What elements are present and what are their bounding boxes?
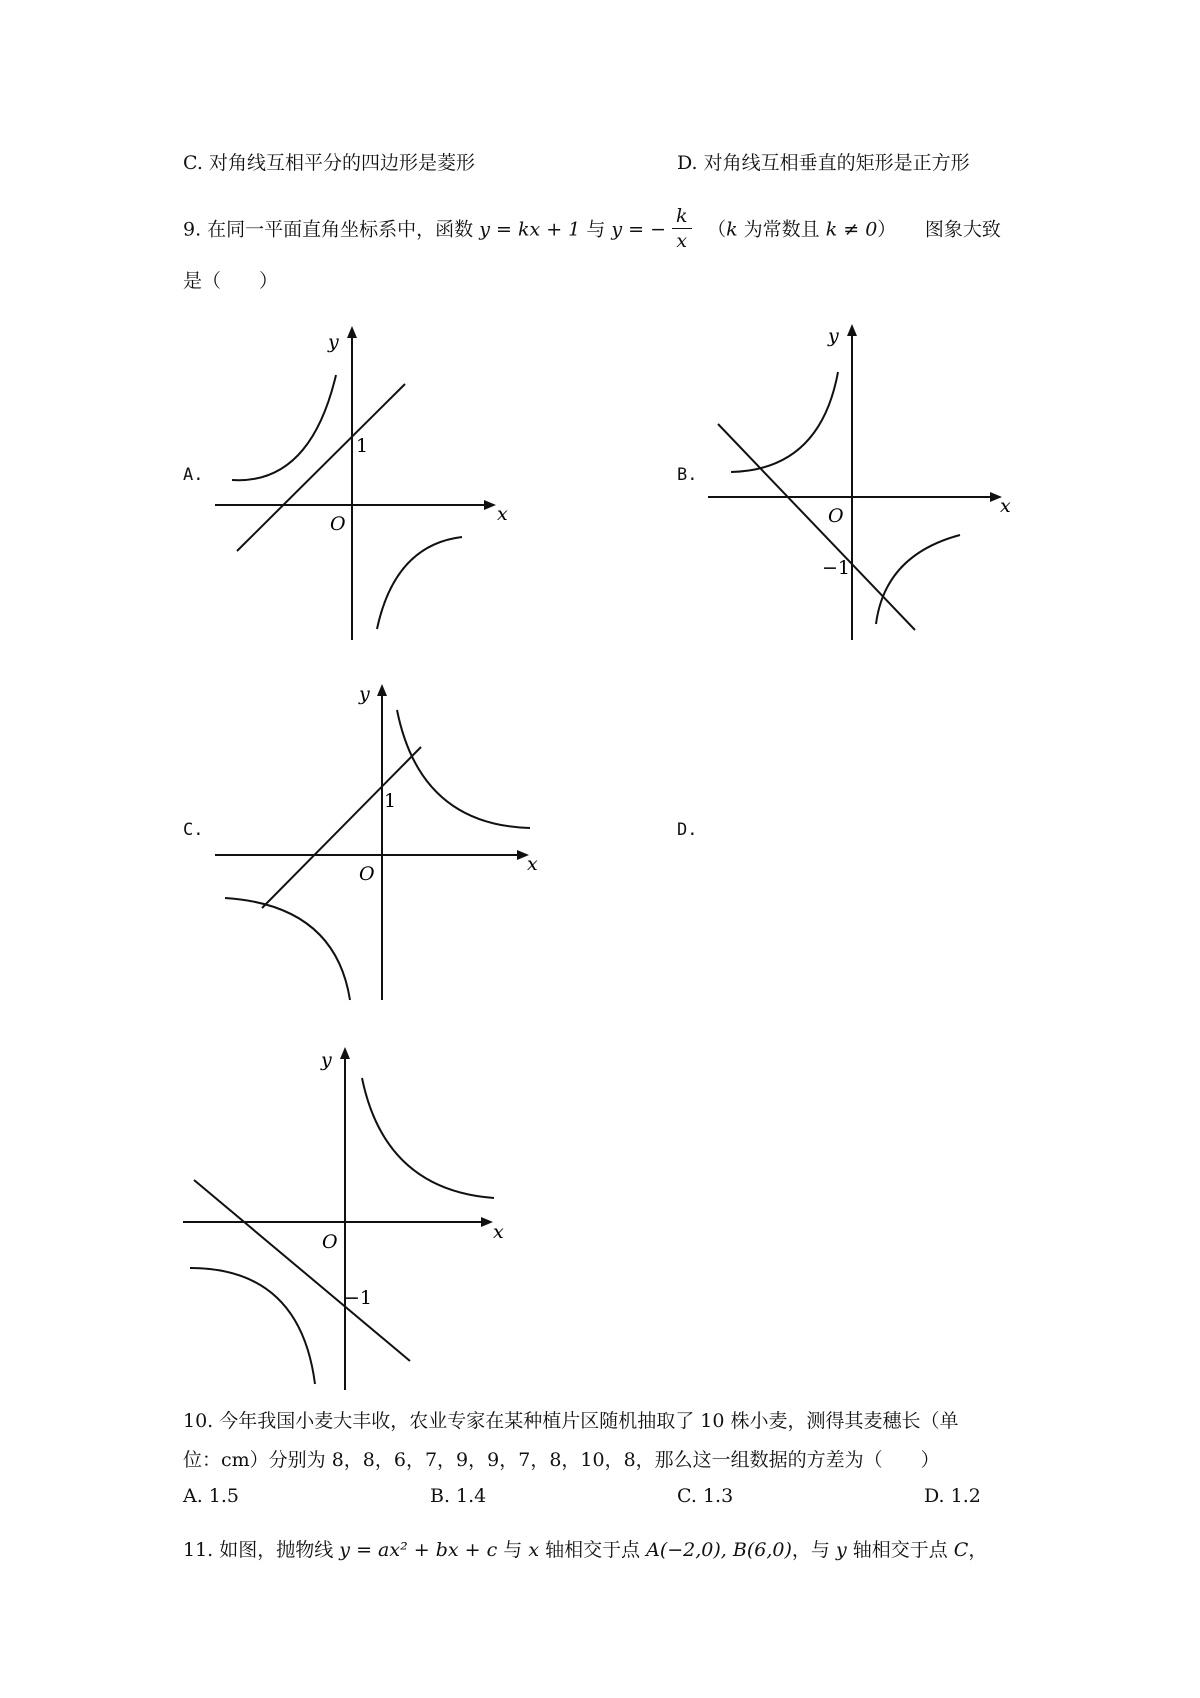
- graph-d-intercept: −1: [344, 1287, 373, 1309]
- q8-option-c: C. 对角线互相平分的四边形是菱形: [183, 152, 475, 174]
- graph-d-origin: O: [322, 1231, 338, 1253]
- graph-c-intercept: 1: [384, 790, 397, 812]
- q10-option-c: C. 1.3: [677, 1485, 734, 1507]
- q9-cond-expr: k ≠ 0: [825, 218, 878, 241]
- q11-point-c: C: [953, 1539, 969, 1561]
- q10-stem-line1: 10. 今年我国小麦大丰收，农业专家在某种植片区随机抽取了 10 株小麦，测得其麦穗长（单: [183, 1410, 959, 1432]
- q11-tail: 轴相交于点: [846, 1539, 954, 1561]
- graph-d-x-label: x: [493, 1221, 504, 1243]
- graph-c-y-label: y: [359, 683, 370, 705]
- q9-cond-close: ）: [877, 218, 887, 241]
- q10-stem-line2: 位：cm）分别为 8，8，6，7，9，9，7，8，10，8，那么这一组数据的方差为（ ）: [183, 1449, 940, 1471]
- graph-c-origin: O: [359, 863, 375, 885]
- graph-b-x-label: x: [1000, 495, 1011, 517]
- q11-mid: 与: [497, 1539, 529, 1561]
- graph-a-origin: O: [330, 513, 346, 535]
- graph-d-y-arrow: [340, 1047, 350, 1059]
- q9-option-d-label: D.: [677, 820, 698, 840]
- graph-b-y-label: y: [828, 325, 839, 347]
- graph-d-x-arrow: [481, 1217, 493, 1227]
- q8-option-d: D. 对角线互相垂直的矩形是正方形: [677, 152, 970, 174]
- q11-mid3: ，与: [791, 1539, 836, 1561]
- graph-b-intercept: −1: [822, 557, 851, 579]
- q11-parabola: y = ax² + bx + c: [339, 1539, 498, 1561]
- q10-option-d: D. 1.2: [924, 1485, 981, 1507]
- q9-fraction-numerator: k: [672, 204, 692, 229]
- q11-mid2: 轴相交于点: [539, 1539, 647, 1561]
- graph-b-origin: O: [828, 505, 844, 527]
- q9-mid: 与: [580, 218, 612, 241]
- q9-cond-k: k: [726, 218, 738, 241]
- q9-option-c-label: C.: [183, 820, 204, 840]
- q11-end: ，: [968, 1539, 988, 1561]
- q9-formula-hyperbola: y = −: [611, 218, 667, 241]
- q9-option-a-label: A.: [183, 465, 204, 485]
- graph-a-y-label: y: [328, 331, 339, 353]
- graph-d-y-label: y: [321, 1049, 332, 1071]
- q9-formula-line: y = kx + 1: [479, 218, 581, 241]
- q9-prefix: 9. 在同一平面直角坐标系中，函数: [183, 218, 480, 241]
- q9-tail: 图象大致: [924, 218, 1001, 241]
- q9-cond-open: （: [716, 218, 727, 241]
- q11-points: A(−2,0), B(6,0): [646, 1539, 792, 1561]
- graph-c-x-label: x: [527, 853, 538, 875]
- graph-d-hyperbola-upper: [362, 1078, 494, 1198]
- q9-stem-line2: 是（ ）: [183, 270, 279, 292]
- graph-d-hyperbola-lower: [190, 1268, 315, 1384]
- q10-option-b: B. 1.4: [430, 1485, 487, 1507]
- graph-a-x-label: x: [497, 503, 508, 525]
- q10-option-a: A. 1.5: [183, 1485, 240, 1507]
- q11-x-var: x: [528, 1539, 540, 1561]
- graph-a-intercept: 1: [356, 435, 369, 457]
- q11-stem: [183, 1535, 987, 1562]
- q11-y-var: y: [835, 1539, 847, 1561]
- q9-option-b-label: B.: [677, 465, 698, 485]
- q11-prefix: 11. 如图，抛物线: [183, 1539, 340, 1561]
- q9-cond-text: 为常数且: [737, 218, 826, 241]
- q9-fraction-denominator: x: [676, 230, 688, 252]
